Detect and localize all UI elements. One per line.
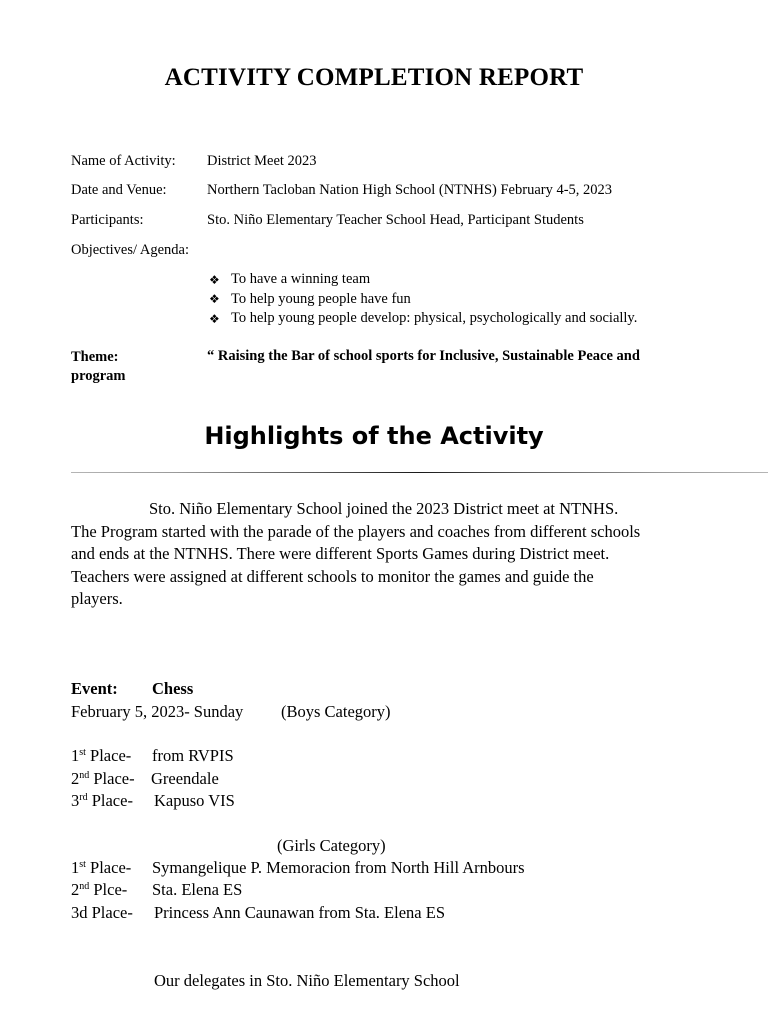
- theme-label-line: program: [71, 368, 126, 384]
- objective-text: To help young people have fun: [231, 290, 411, 307]
- theme-label-line: Theme:: [71, 349, 119, 365]
- place-label: Plce-: [89, 880, 128, 899]
- paragraph-line: and ends at the NTNHS. There were different Sports Games during District meet.: [71, 544, 610, 563]
- horizontal-divider: [71, 472, 768, 473]
- winner-name: Symangelique P. Memoracion from North Hill Arnbours: [152, 858, 525, 877]
- place-number: 2: [71, 880, 80, 899]
- info-value: District Meet 2023: [207, 153, 317, 169]
- info-value: Northern Tacloban Nation High School (NTNHS) February 4-5, 2023: [207, 182, 613, 198]
- result-row: [71, 769, 219, 789]
- place-suffix: nd: [79, 770, 90, 781]
- objective-text: To have a winning team: [231, 271, 371, 288]
- highlights-paragraph: [71, 498, 691, 611]
- list-item: [209, 270, 637, 290]
- paragraph-line: Sto. Niño Elementary School joined the 2023 District meet at NTNHS.: [149, 499, 619, 518]
- place-label: Place-: [87, 791, 133, 810]
- highlights-heading: Highlights of the Activity: [204, 422, 544, 450]
- place-number: 3: [71, 791, 80, 810]
- info-label: Participants:: [71, 212, 144, 228]
- info-label: Name of Activity:: [71, 153, 176, 169]
- event-header: [71, 679, 194, 699]
- info-label: Date and Venue:: [71, 182, 167, 198]
- paragraph-line: Teachers were assigned at different schools to monitor the games and guide the: [71, 566, 594, 586]
- info-value: Sto. Niño Elementary Teacher School Head, Participant Students: [207, 212, 584, 228]
- info-label: Objectives/ Agenda:: [71, 242, 189, 258]
- event-date: February 5, 2023- Sunday: [71, 702, 244, 721]
- event-label: Event:: [71, 679, 118, 698]
- winner-name: Princess Ann Caunawan from Sta. Elena ES: [154, 903, 445, 922]
- event-date-row: [71, 702, 391, 722]
- diamond-bullet-icon: ❖: [209, 311, 220, 326]
- event-name: Chess: [152, 679, 194, 698]
- result-row: [71, 858, 525, 878]
- result-row: [71, 880, 243, 900]
- paragraph-line: players.: [71, 589, 123, 608]
- place-number: 1: [71, 746, 80, 765]
- list-item: [209, 309, 637, 329]
- place-suffix: st: [79, 747, 86, 758]
- result-row: [71, 791, 235, 811]
- objectives-list: [209, 270, 637, 329]
- place-number: 3d: [71, 903, 88, 922]
- boys-category-label: (Boys Category): [281, 702, 391, 721]
- place-suffix: nd: [79, 881, 90, 892]
- diamond-bullet-icon: ❖: [209, 292, 220, 307]
- place-label: Place-: [85, 858, 132, 877]
- winner-name: Sta. Elena ES: [152, 880, 243, 899]
- place-number: 1: [71, 858, 80, 877]
- result-row: [71, 903, 445, 923]
- delegates-caption: Our delegates in Sto. Niño Elementary School: [154, 971, 460, 990]
- place-suffix: st: [79, 859, 86, 870]
- place-label: Place-: [87, 903, 133, 922]
- winner-name: Greendale: [151, 769, 219, 788]
- place-label: Place-: [89, 769, 135, 788]
- objective-text: To help young people develop: physical, psychologically and socially.: [231, 310, 638, 327]
- winner-name: from RVPIS: [152, 746, 234, 765]
- result-row: [71, 746, 234, 766]
- diamond-bullet-icon: ❖: [209, 272, 220, 287]
- theme-value: “ Raising the Bar of school sports for Inclusive, Sustainable Peace and: [207, 348, 640, 364]
- place-suffix: rd: [79, 792, 88, 803]
- girls-category-label: (Girls Category): [277, 836, 386, 855]
- winner-name: Kapuso VIS: [154, 791, 235, 810]
- place-number: 2: [71, 769, 80, 788]
- list-item: [209, 290, 637, 310]
- theme-label: [71, 348, 181, 386]
- paragraph-line: The Program started with the parade of the players and coaches from different schools: [71, 521, 641, 541]
- report-title: ACTIVITY COMPLETION REPORT: [164, 64, 584, 91]
- place-label: Place-: [85, 746, 132, 765]
